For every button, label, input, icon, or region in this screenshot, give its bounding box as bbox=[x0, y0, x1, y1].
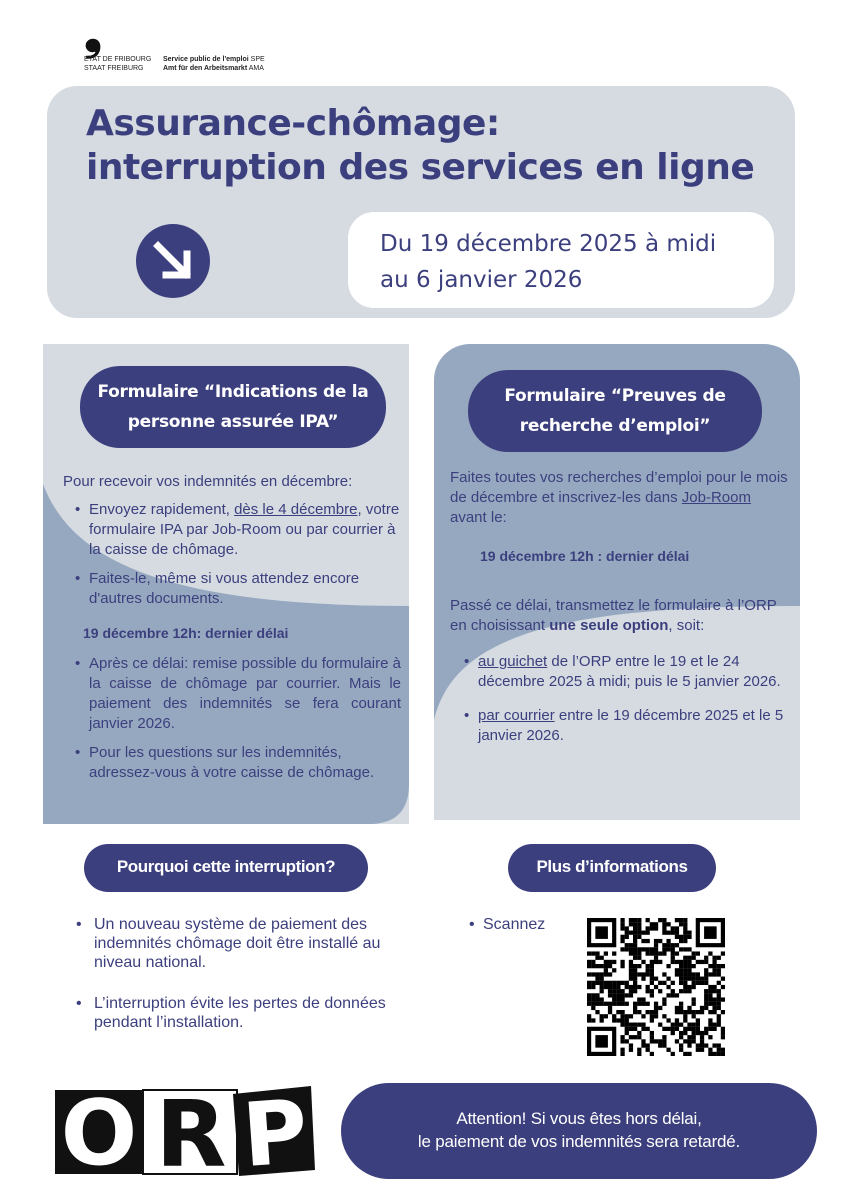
canton-de: STAAT FREIBURG bbox=[84, 65, 144, 72]
ipa-title-line-1: Formulaire “Indications de la bbox=[97, 382, 369, 402]
arrow-down-right-icon bbox=[136, 224, 210, 298]
counter-link: au guichet bbox=[478, 653, 548, 670]
job-search-options bbox=[464, 652, 784, 755]
scan-item: • Scannez bbox=[469, 915, 579, 935]
ipa-bullet-2: • Faites-le, même si vous attendez encore d'autres documents. bbox=[75, 569, 401, 609]
job-search-panel bbox=[434, 344, 800, 820]
page-title bbox=[86, 102, 786, 190]
option-counter: • au guichet de l’ORP entre le 19 et le 24 décembre 2025 à midi; puis le 5 janvier 2026. bbox=[464, 652, 784, 692]
ipa-intro: Pour recevoir vos indemnités en décembre: bbox=[63, 473, 353, 490]
qr-code-icon[interactable] bbox=[587, 918, 725, 1056]
title-line-1: Assurance-chômage: bbox=[86, 103, 500, 144]
ipa-list-b bbox=[75, 654, 401, 792]
date-line-1: Du 19 décembre 2025 à midi bbox=[380, 231, 717, 257]
orp-logo-r: R bbox=[155, 1086, 227, 1176]
why-bullet-2: • L’interruption évite les pertes de données pendant l’installation. bbox=[76, 994, 406, 1032]
date-line-2: au 6 janvier 2026 bbox=[380, 267, 583, 293]
canton-fr: ETAT DE FRIBOURG bbox=[84, 56, 152, 63]
canton-name bbox=[84, 55, 151, 73]
attention-line-1: Attention! Si vous êtes hors délai, bbox=[456, 1109, 702, 1128]
attention-line-2: le paiement de vos indemnités sera retardé. bbox=[417, 1132, 741, 1151]
job-search-intro: Faites toutes vos recherches d’emploi pour le mois de décembre et inscrivez-les dans Job-Room avant le: bbox=[450, 469, 788, 526]
why-pill: Pourquoi cette interruption? bbox=[84, 844, 368, 892]
info-list bbox=[469, 915, 579, 944]
orp-logo-o: O bbox=[60, 1086, 138, 1176]
orp-logo-p: P bbox=[239, 1086, 311, 1176]
ipa-date-link: dès le 4 décembre bbox=[234, 501, 358, 518]
option-mail: • par courrier entre le 19 décembre 2025 et le 5 janvier 2026. bbox=[464, 706, 784, 746]
ipa-panel bbox=[43, 344, 409, 824]
why-list bbox=[76, 915, 406, 1041]
orp-logo bbox=[55, 1086, 315, 1176]
job-search-title-pill bbox=[468, 370, 762, 452]
job-search-title-line-2: recherche d’emploi” bbox=[519, 416, 711, 436]
attention-banner bbox=[341, 1083, 817, 1179]
ipa-bullet-3: • Après ce délai: remise possible du formulaire à la caisse de chômage par courrier. Mais le paiement des indemnités se fera courant janvier 2026. bbox=[75, 654, 401, 734]
job-search-title-line-1: Formulaire “Preuves de bbox=[504, 386, 726, 406]
job-room-link[interactable]: Job-Room bbox=[681, 489, 751, 506]
info-pill: Plus d’informations bbox=[508, 844, 716, 892]
ipa-title-pill bbox=[80, 366, 386, 448]
mail-link: par courrier bbox=[478, 707, 555, 724]
ipa-list-a bbox=[75, 500, 401, 618]
title-line-2: interruption des services en ligne bbox=[86, 147, 755, 188]
one-option-emphasis: une seule option bbox=[549, 617, 669, 634]
ipa-bullet-1: • Envoyez rapidement, dès le 4 décembre, votre formulaire IPA par Job-Room ou par courrier à la caisse de chômage. bbox=[75, 500, 401, 560]
job-search-deadline: 19 décembre 12h : dernier délai bbox=[480, 548, 690, 564]
job-search-after: Passé ce délai, transmettez le formulaire à l’ORP en choisissant une seule option, soit: bbox=[450, 597, 777, 634]
service-fr: Service public de l'emploi bbox=[163, 56, 249, 63]
ipa-deadline: 19 décembre 12h: dernier délai bbox=[83, 625, 289, 641]
service-de-abbr: AMA bbox=[248, 65, 264, 72]
why-bullet-1: • Un nouveau système de paiement des indemnités chômage doit être installé au niveau national. bbox=[76, 915, 406, 972]
state-logo-comma: ❟ bbox=[84, 6, 103, 60]
ipa-bullet-4: • Pour les questions sur les indemnités, adressez-vous à votre caisse de chômage. bbox=[75, 743, 401, 783]
ipa-title-line-2: personne assurée IPA” bbox=[127, 412, 339, 432]
date-range-box bbox=[348, 212, 774, 308]
service-name bbox=[163, 55, 265, 73]
service-fr-abbr: SPE bbox=[250, 56, 265, 63]
service-de: Amt für den Arbeitsmarkt bbox=[163, 65, 248, 72]
